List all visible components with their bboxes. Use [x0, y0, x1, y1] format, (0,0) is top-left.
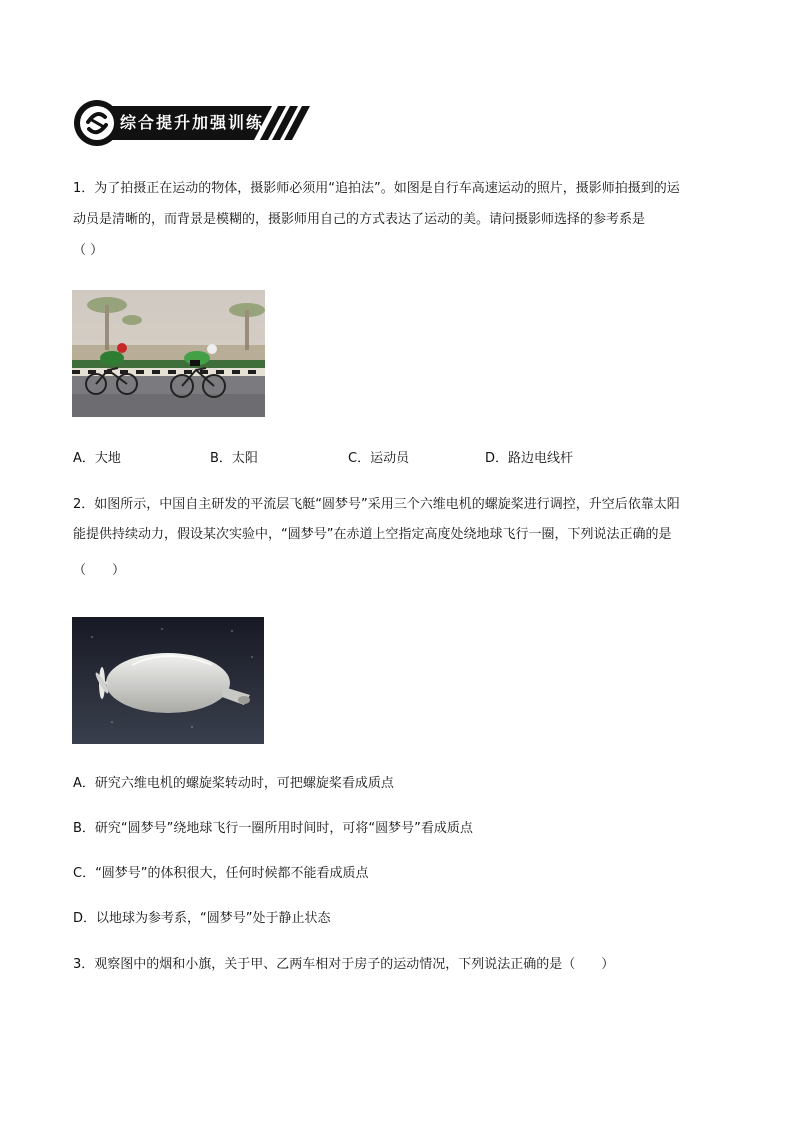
- q1-option-b: B．太阳: [210, 451, 258, 466]
- section-banner: [74, 100, 310, 146]
- q2-line-3: （ ）: [73, 563, 126, 578]
- q1-option-c: C．运动员: [348, 451, 410, 466]
- q2-line-2: 能提供持续动力，假设某次实验中，“圆梦号”在赤道上空指定高度处绕地球飞行一圈，下列说法正确的是: [73, 527, 672, 542]
- q1-line-3: （ ）: [73, 243, 104, 258]
- section-title: 综合提升加强训练: [120, 113, 265, 132]
- q2-option-b: B．研究“圆梦号”绕地球飞行一圈所用时间时，可将“圆梦号”看成质点: [73, 821, 473, 836]
- q1-option-a: A．大地: [73, 451, 121, 466]
- q2-option-c: C．“圆梦号”的体积很大，任何时候都不能看成质点: [73, 866, 369, 881]
- q3-line-1: 3．观察图中的烟和小旗，关于甲、乙两车相对于房子的运动情况，下列说法正确的是（ ）: [73, 957, 615, 972]
- q1-line-1: 1．为了拍摄正在运动的物体，摄影师必须用“追拍法”。如图是自行车高速运动的照片，摄影师拍摄到的运: [73, 181, 680, 196]
- q2-option-d: D．以地球为参考系，“圆梦号”处于静止状态: [73, 911, 331, 926]
- q1-line-2: 动员是清晰的，而背景是模糊的，摄影师用自己的方式表达了运动的美。请问摄影师选择的参考系是: [73, 212, 646, 227]
- q2-option-a: A．研究六维电机的螺旋桨转动时，可把螺旋桨看成质点: [73, 776, 394, 791]
- airship-photo: [72, 617, 264, 744]
- cyclists-photo: [72, 290, 265, 417]
- q1-option-d: D．路边电线杆: [485, 451, 574, 466]
- q2-line-1: 2．如图所示，中国自主研发的平流层飞艇“圆梦号”采用三个六维电机的螺旋桨进行调控，升空后依靠太阳: [73, 497, 680, 512]
